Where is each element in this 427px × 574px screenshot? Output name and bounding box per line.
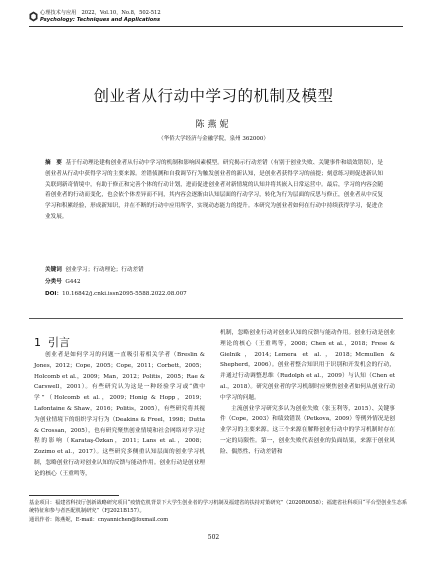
paper-title: 创业者从行动中学习的机制及模型 — [93, 87, 334, 105]
keywords-label: 关键词 — [45, 267, 62, 273]
classification — [45, 278, 81, 286]
right-column — [220, 328, 395, 458]
left-column — [34, 350, 205, 480]
footnote-rule — [29, 495, 119, 496]
body-paragraph: 创业者是如何学习的问题一直吸引着相关学者（Breslin & Jones，2012；Cope，2005；Cope，2011；Corbett，2005；Holcomb et al.，2009；Man，2012；Politis，2005；Rae & Carswell，2001）。有些研究认为这是一种经验学习或“做中学”（Holcomb et al.，2009；Honig & Hopp，2019；Lafontaine & Shaw，2016；Politis，2005），有些研究将其视为创业情境下的组织学习行为（Deakins & Freel，1998；Dutta & Crossan，2005），也有研究聚焦创业情境和社会网络对学习过程的影响（Karataş-Özkan，2011；Lans et al.，2008；Zozimo et al.，2017）。这些研究多侧重认知层面的创业学习机制，忽略创业行动对创业认知的反馈与能动作用。创业行动是创业理论的核心（王重鸣等， — [34, 352, 205, 477]
header-rule — [29, 26, 403, 27]
class-text: G442 — [65, 279, 81, 285]
doi-text: 10.16842/j.cnki.issn2095-5588.2022.08.007 — [62, 291, 187, 297]
abstract-label: 摘 要 — [45, 160, 62, 166]
keywords-text: 创业学习；行动理论；行动差错 — [65, 267, 144, 273]
section-number: 1 — [34, 336, 41, 349]
abstract-text: 基于行动理论建构创业者从行动中学习的机制和影响因素模型。研究揭示行动差错（有别于创业失败、关键事件和绩效错误），是创业者从行动中获得学习的主要来源。差错侦测和自我调节行为触发创业者的新认知，是创业者获得学习的前提；刻意练习则促进新认知关联到新奇情境中，有助于修正和完善个体的行动计划，进而促进创业者对新情境的认知并将其嵌入日常运营中。最后，学习的内容会随着创业者的行动而变化，也会依个体差异而不同，其内容会逐渐由认知层面的行动学习，转化为行为层面的反思与修正，创业者从中反复学习和积累经验，形成新知识，并在不断的行动中应用所学，实现动态能力的提升。本研究为创业者如何在行动中持续获得学习，促进企业发展。 — [45, 160, 383, 220]
footnote — [29, 499, 409, 524]
page-number: 502 — [207, 534, 220, 541]
author-name: 陈燕妮 — [195, 120, 232, 130]
doi — [45, 290, 187, 298]
body-paragraph: 主流创业学习研究多认为创业失败（张玉利等，2015）、关键事件（Cope，2003）和绩效错误（Petkova，2009）等例外情况是创业学习的主要来源。这三个来源在解释创业行动中的学习机制时存在一定的局限性。第一，创业失败代表创业的负面结果，来源于创业风险、偶然性、行动差错和 — [220, 405, 395, 455]
section-divider — [29, 318, 403, 319]
author-affiliation: （华侨大学经济与金融学院，泉州 362000） — [158, 136, 269, 142]
corresponding-author: 通讯作者：陈燕妮，E-mail：cnyannichen@foxmail.com — [29, 516, 169, 523]
doi-label: DOI： — [45, 291, 63, 297]
journal-citation: 心理技术与应用 2022，Vol.10，No.8，502-512 — [40, 10, 161, 16]
abstract — [45, 158, 383, 223]
section-heading — [34, 334, 70, 350]
section-title: 引言 — [48, 336, 70, 349]
body-paragraph: 机制，忽略创业行动对创业认知的反馈与能动作用。创业行动是创业理论的核心（王重鸣等，2008；Chen et al.，2018；Frese & Gielnik，2014；Lemera et al.，2018；Mcmullen & Shepherd，2006）。创业者整合知识用于识别和开发机会的行动，并通过行动调整思维（Rudolph et al.，2009）与认知（Chen et al.，2018）。研究创业者的学习机制时应聚焦创业者如何从创业行动中学习的问题。 — [220, 330, 395, 401]
funding-note: 基金项目：福建省科技厅创新战略研究项目“疫情危机背景下大学生创业者的学习机制及福建省的扶持对策研究”（2020R0058）；福建省社科项目“平台型创业生态系统特征和参与者匹配机制研究”（FJ2021B157）。 — [29, 500, 408, 515]
class-label: 分类号 — [45, 279, 62, 285]
journal-logo-icon — [29, 11, 38, 22]
journal-name-en: Psychology: Techniques and Applications — [40, 17, 161, 23]
keywords — [45, 266, 144, 274]
